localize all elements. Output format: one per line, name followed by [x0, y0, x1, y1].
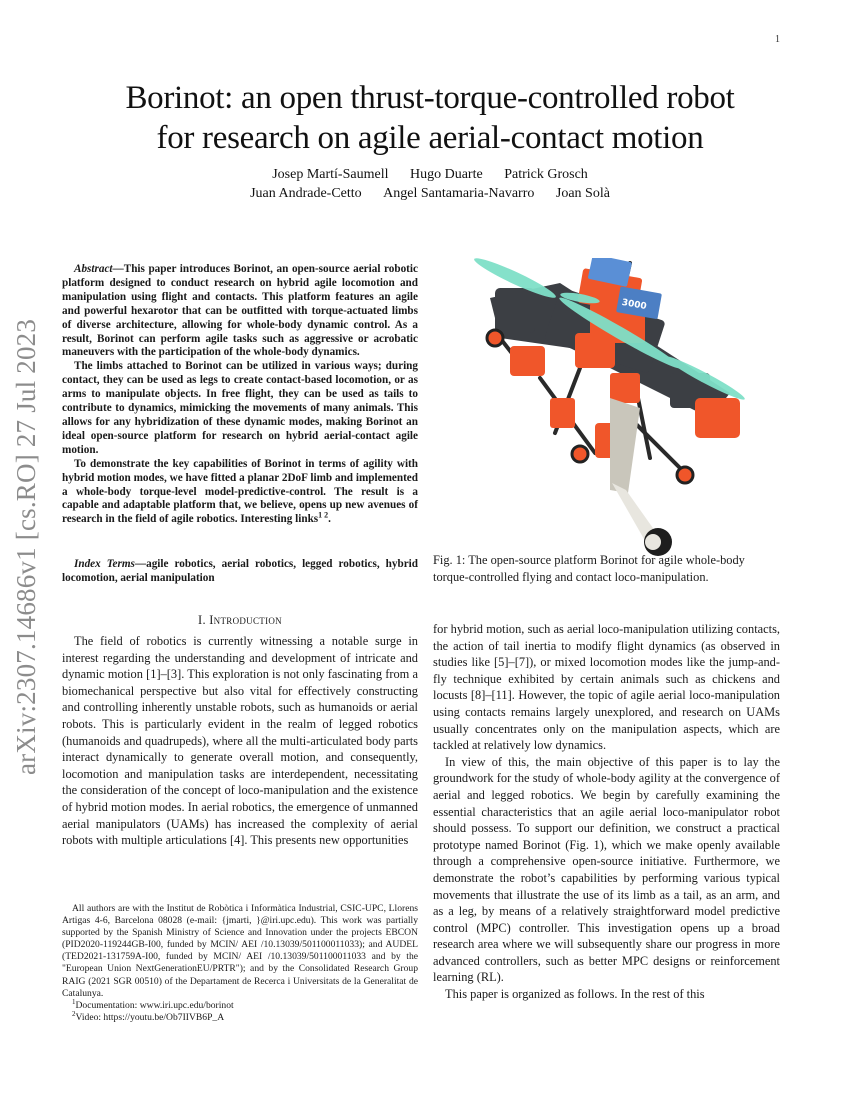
intro-right-column: [433, 621, 780, 1003]
abstract-paragraph-2: The limbs attached to Borinot can be utilized in various ways; during contact, they can be used as legs to create contact-based locomotion, or as arms to manipulate objects. In free flight, they can be used as tails to contribute to dynamics, mimicking the movements of many animals. This allows for any hybridization of these dynamic modes, making Borinot an ideal open-source platform for research on hybrid aerial-contact agile motion.: [62, 360, 418, 456]
author-name: Joan Solà: [555, 186, 610, 201]
page-number: 1: [775, 34, 780, 45]
arxiv-stamp[interactable]: arXiv:2307.14686v1 [cs.RO] 27 Jul 2023: [11, 318, 41, 775]
robot-illustration: [470, 258, 770, 558]
body-paragraph: This paper is organized as follows. In the rest of this: [445, 987, 705, 1002]
figure-1-robot-image: [470, 258, 770, 558]
footnote-ref[interactable]: 1 2: [318, 510, 329, 520]
body-paragraph: In view of this, the main objective of this paper is to lay the groundwork for the study of whole-body agility at the convergence of aerial and legged robotics. We begin by carefully examining the essential characteristics that an agile aerial loco-manipulator robot should possess. To support our definition, we construct a practical prototype named Borinot (Fig. 1), which we make openly available through a comprehensive open-source initiative. Furthermore, we demonstrate the robot’s capabilities by performing various typical movements that illustrate the use of its limb as a tail, as an arm, and as a leg, by means of a relatively straightforward model predictive control (MPC) controller. This investigation opens up a broad research area where we will subsequently share our progress in more advanced controllers, such as better MPC designs or reinforcement learning (RL).: [433, 754, 780, 985]
title-line-1: Borinot: an open thrust-torque-controlled robot: [125, 80, 735, 116]
footnote-2: $^2$Video: https://youtu.be/Ob7IIVB6P_A: [72, 1009, 225, 1023]
title-line-2: for research on agile aerial-contact motion: [156, 120, 704, 156]
index-terms-text: —agile robotics, aerial robotics, legged robotics, hybrid locomotion, aerial manipulation: [62, 558, 418, 584]
affiliation-note: All authors are with the Institut de Robòtica i Informàtica Industrial, CSIC-UPC, Llorens Artigas 4-6, Barcelona 08028 (e-mail: {jmarti, }@iri.upc.edu). This work was partially supported by the Spanish Ministry of Science and Innovation under the projects EBCON (PID2020-119244GB-I00, funded by MCIN/ AEI /10.13039/501100011033); and AUDEL (TED2021-131759A-I00, funded by MCIN/ AEI /10.13039/501100011033 and by the "European Union NextGenerationEU/PRTR"); and by the Consolidated Research Group RAIG (2021 SGR 00510) of the Departament de Recerca i Universitats de la Generalitat de Catalunya.: [62, 903, 418, 999]
authors-row-2: [60, 184, 800, 203]
svg-text:3000: 3000: [620, 297, 648, 313]
index-terms: [62, 557, 418, 585]
intro-left-column: [62, 633, 418, 849]
author-name: Patrick Grosch: [504, 167, 588, 182]
author-name: Josep Martí-Saumell: [272, 167, 389, 182]
section-heading-introduction: I. Introduction: [198, 613, 282, 627]
abstract-label: Abstract: [74, 263, 113, 275]
abstract-paragraph-3: To demonstrate the key capabilities of Borinot in terms of agility with hybrid motion modes, we have fitted a planar 2DoF limb and implemented a whole-body torque-level model-predictive-control. The result is a capable and adaptable platform that, we believe, opens up new avenues of research in the field of agile robotics. Interesting links$^{1 2}$.: [62, 457, 418, 526]
author-name: Juan Andrade-Cetto: [250, 186, 362, 201]
body-paragraph: for hybrid motion, such as aerial loco-manipulation utilizing contacts, the action of tail inertia to modify flight dynamics (as observed in studies like [5]–[7]), or mixed locomotion modes like the jump-and-fly technique exhibited by certain animals such as chickens and locusts [8]–[11]. However, the topic of agile aerial loco-manipulation using contacts remains largely unexplored, and research on UAMs usually concentrates only on the manipulation aspects, which are tackled at relatively low dynamics.: [433, 622, 780, 753]
footnotes: [62, 903, 418, 1024]
author-list: [60, 165, 800, 203]
abstract: [62, 263, 418, 527]
author-name: Angel Santamaria-Navarro: [383, 186, 535, 201]
index-terms-label: Index Terms: [74, 558, 135, 570]
body-paragraph: The field of robotics is currently witnessing a notable surge in interest regarding the understanding and development of intricate and dynamic motion [1]–[3]. This exploration is not only fascinating from a biomechanical perspective but also vital for effectively constructing and controlling inherently unstable robots, such as humanoids or aerial robots. This is particularly evident in the realm of legged robotics (humanoids and quadrupeds), where all the multi-articulated body parts interact dynamically to generate overall motion, and consequently, locomotion and manipulation tasks are interdependent, necessitating the consideration of the concept of loco-manipulation and the existence of hybrid motion modes. In aerial robotics, the emergence of unmanned aerial manipulators (UAMs) has increased the complexity of aerial robots with multiple articulations [4]. This presents new opportunities: [62, 634, 418, 848]
paper-title: [60, 78, 800, 158]
figure-1-caption: Fig. 1: The open-source platform Borinot for agile whole-body torque-controlled flying and contact loco-manipulation.: [433, 553, 745, 584]
abstract-paragraph-1: Abstract—This paper introduces Borinot, an open-source aerial robotic platform designed to conduct research on hybrid agile locomotion and manipulation using flight and contacts. This platform features an agile and powerful hexarotor that can be outfitted with torque-actuated limbs of diverse architecture, allowing for whole-body dynamic control. As a result, Borinot can perform agile tasks such as aggressive or acrobatic maneuvers with the participation of the whole-body dynamics.: [62, 263, 418, 359]
footnote-1: $^1$Documentation: www.iri.upc.edu/borinot: [72, 997, 234, 1011]
author-name: Hugo Duarte: [409, 167, 483, 182]
authors-row-1: [60, 165, 800, 184]
